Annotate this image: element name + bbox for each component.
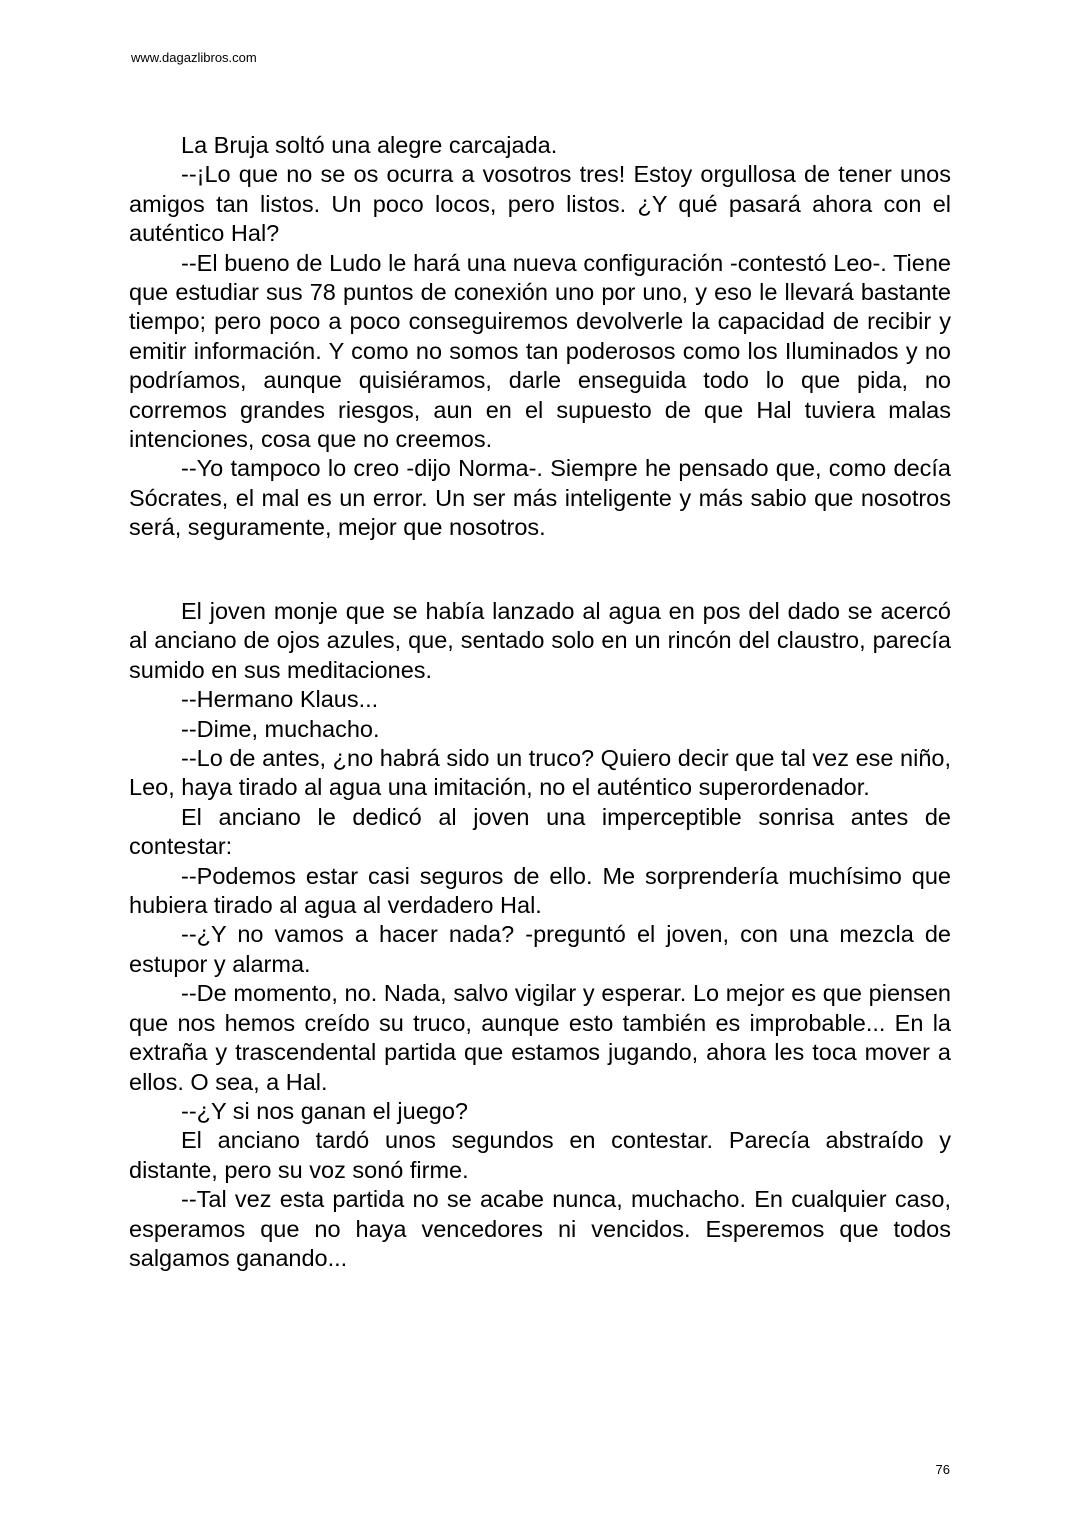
- paragraph: --Lo de antes, ¿no habrá sido un truco? Quiero decir que tal vez ese niño, Leo, haya tirado al agua una imitación, no el auténtico superordenador.: [129, 745, 951, 801]
- paragraph: El anciano tardó unos segundos en contestar. Parecía abstraído y distante, pero su voz sonó firme.: [129, 1127, 951, 1183]
- paragraph: --Yo tampoco lo creo -dijo Norma-. Siempre he pensado que, como decía Sócrates, el mal es un error. Un ser más inteligente y más sabio que nosotros será, seguramente, mejor que nosotros.: [129, 455, 951, 541]
- section-1: [129, 131, 951, 543]
- header-url: www.dagazlibros.com: [131, 50, 257, 65]
- paragraph: El anciano le dedicó al joven una imperceptible sonrisa antes de contestar:: [129, 803, 951, 860]
- paragraph: --¿Y si nos ganan el juego?: [181, 1097, 468, 1124]
- paragraph: La Bruja soltó una alegre carcajada.: [181, 132, 558, 158]
- paragraph: --Tal vez esta partida no se acabe nunca, muchacho. En cualquier caso, esperamos que no haya vencedores ni vencidos. Esperemos que todos salgamos ganando...: [129, 1186, 951, 1271]
- paragraph: --De momento, no. Nada, salvo vigilar y esperar. Lo mejor es que piensen que nos hemos creído su truco, aunque esto también es improbable... En la extraña y trascendental partida que estamos jugando, ahora les toca mover a ellos. O sea, a Hal.: [129, 980, 951, 1095]
- section-2: [129, 597, 951, 1273]
- paragraph: --¡Lo que no se os ocurra a vosotros tres! Estoy orgullosa de tener unos amigos tan listos. Un poco locos, pero listos. ¿Y qué pasará ahora con el auténtico Hal?: [129, 161, 951, 247]
- page-number: 76: [935, 1462, 950, 1477]
- paragraph: --¿Y no vamos a hacer nada? -preguntó el joven, con una mezcla de estupor y alarma.: [129, 921, 951, 977]
- paragraph: --Podemos estar casi seguros de ello. Me sorprendería muchísimo que hubiera tirado al agua al verdadero Hal.: [129, 862, 951, 919]
- paragraph: --El bueno de Ludo le hará una nueva configuración -contestó Leo-. Tiene que estudiar sus 78 puntos de conexión uno por uno, y eso le llevará bastante tiempo; pero poco a poco conseguiremos devolverle la capacidad de recibir y emitir información. Y como no somos tan poderosos como los Iluminados y no podríamos, aunque quisiéramos, darle enseguida todo lo que pida, no corremos grandes riesgos, aun en el supuesto de que Hal tuviera malas intenciones, cosa que no creemos.: [129, 249, 951, 453]
- paragraph: --Hermano Klaus...: [181, 686, 379, 713]
- paragraph: El joven monje que se había lanzado al agua en pos del dado se acercó al anciano de ojos azules, que, sentado solo en un rincón del claustro, parecía sumido en sus meditaciones.: [129, 598, 951, 683]
- paragraph: --Dime, muchacho.: [181, 715, 380, 742]
